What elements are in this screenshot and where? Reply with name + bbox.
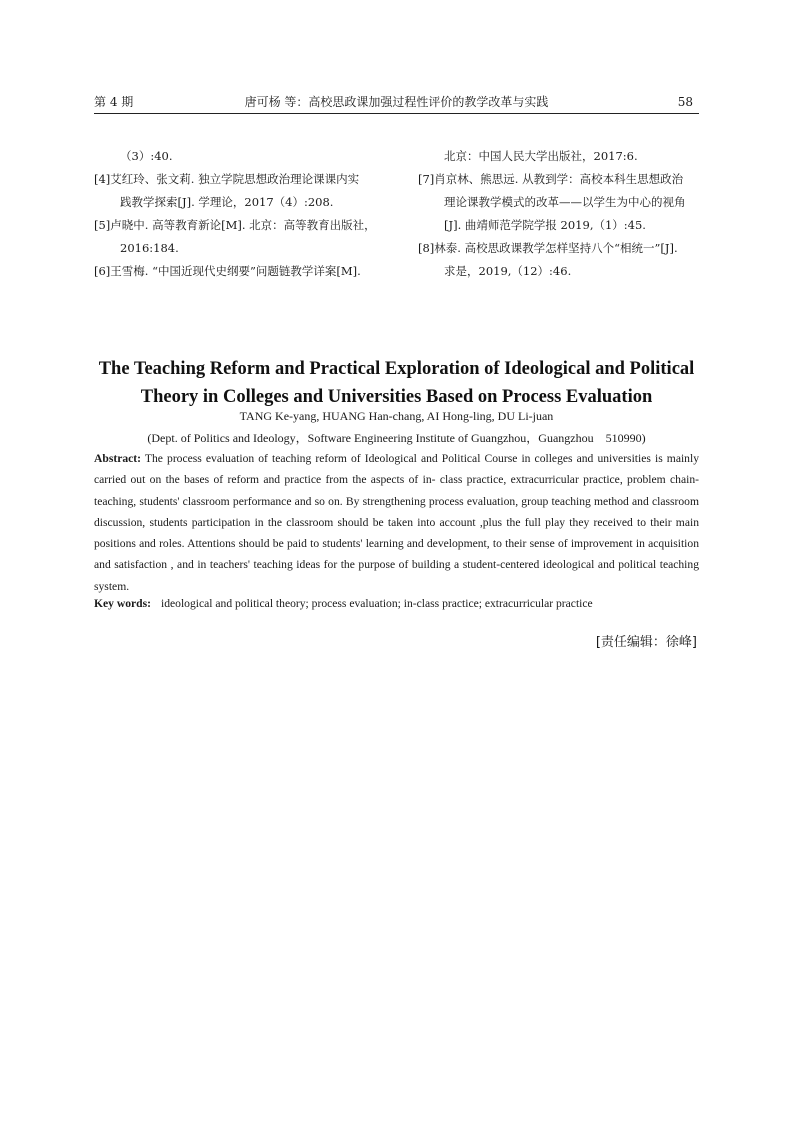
reference-line: [4]艾红玲、张文莉. 独立学院思想政治理论课课内实 [94,172,360,186]
reference-line: [6]王雪梅. “中国近现代史纲要”问题链教学详案[M]. [94,264,361,278]
reference-line: 理论课教学模式的改革——以学生为中心的视角 [444,195,686,209]
reference-entry [94,260,380,283]
reference-entry [418,145,700,168]
reference-line: 求是，2019,（12）:46. [444,264,572,278]
reference-entry [418,168,700,237]
reference-entry [94,214,380,260]
reference-entry [94,145,380,168]
issue-number: 第 4 期 [94,95,134,109]
reference-line: 2016:184. [120,241,179,255]
reference-entry [94,168,380,214]
running-header [94,94,699,114]
header-rule [94,113,699,114]
page-number: 58 [677,95,693,109]
english-affiliation: (Dept. of Politics and Ideology，Software Engineering Institute of Guangzhou，Guangzhou 510990) [147,431,646,445]
reference-line: [7]肖京林、熊思远. 从教到学：高校本科生思想政治 [418,172,684,186]
english-keywords [94,595,699,613]
references-right-column [418,145,700,283]
english-title-line-2: Theory in Colleges and Universities Based on Process Evaluation [140,387,653,407]
english-title [80,355,713,411]
reference-entry [418,237,700,283]
reference-line: 践教学探索[J]. 学理论，2017（4）:208. [120,195,334,209]
reference-line: [8]林泰. 高校思政课教学怎样坚持八个“相统一”[J]. [418,241,678,255]
references-left-column [94,145,380,283]
reference-line: （3）:40. [120,149,173,163]
reference-line: [5]卢晓中. 高等教育新论[M]. 北京：高等教育出版社， [94,218,376,232]
english-abstract [94,448,699,597]
abstract-label: Abstract: [94,452,142,465]
keywords-label: Key words: [94,597,151,610]
responsible-editor: [责任编辑：徐峰] [595,635,697,650]
english-title-line-1: The Teaching Reform and Practical Exploration of Ideological and Political [98,359,695,379]
running-title: 唐可杨 等：高校思政课加强过程性评价的教学改革与实践 [244,95,549,109]
english-authors: TANG Ke-yang, HUANG Han-chang, AI Hong-ling, DU Li-juan [239,409,554,423]
keywords-text: ideological and political theory; process evaluation; in-class practice; extracurricular practice [161,597,593,610]
reference-line: [J]. 曲靖师范学院学报 2019,（1）:45. [444,218,646,232]
reference-line: 北京：中国人民大学出版社，2017:6. [444,149,638,163]
abstract-text: The process evaluation of teaching reform of Ideological and Political Course in colleges and universities is mainly carried out on the bases of reform and practice from the aspects of in- class practice, extracurricular practice, problem chain- teaching, students' classroom performance and so on. By strengthening process evaluation, group teaching method and classroom discussion, students participation in the classroom should be taken into account ,plus the full play they received to their main positions and roles. Attentions should be paid to students' learning and development, to their sense of improvement in acquisition and satisfaction , and in teachers' teaching ideas for the purpose of building a student-centered ideological and political teaching system. [94,452,699,593]
